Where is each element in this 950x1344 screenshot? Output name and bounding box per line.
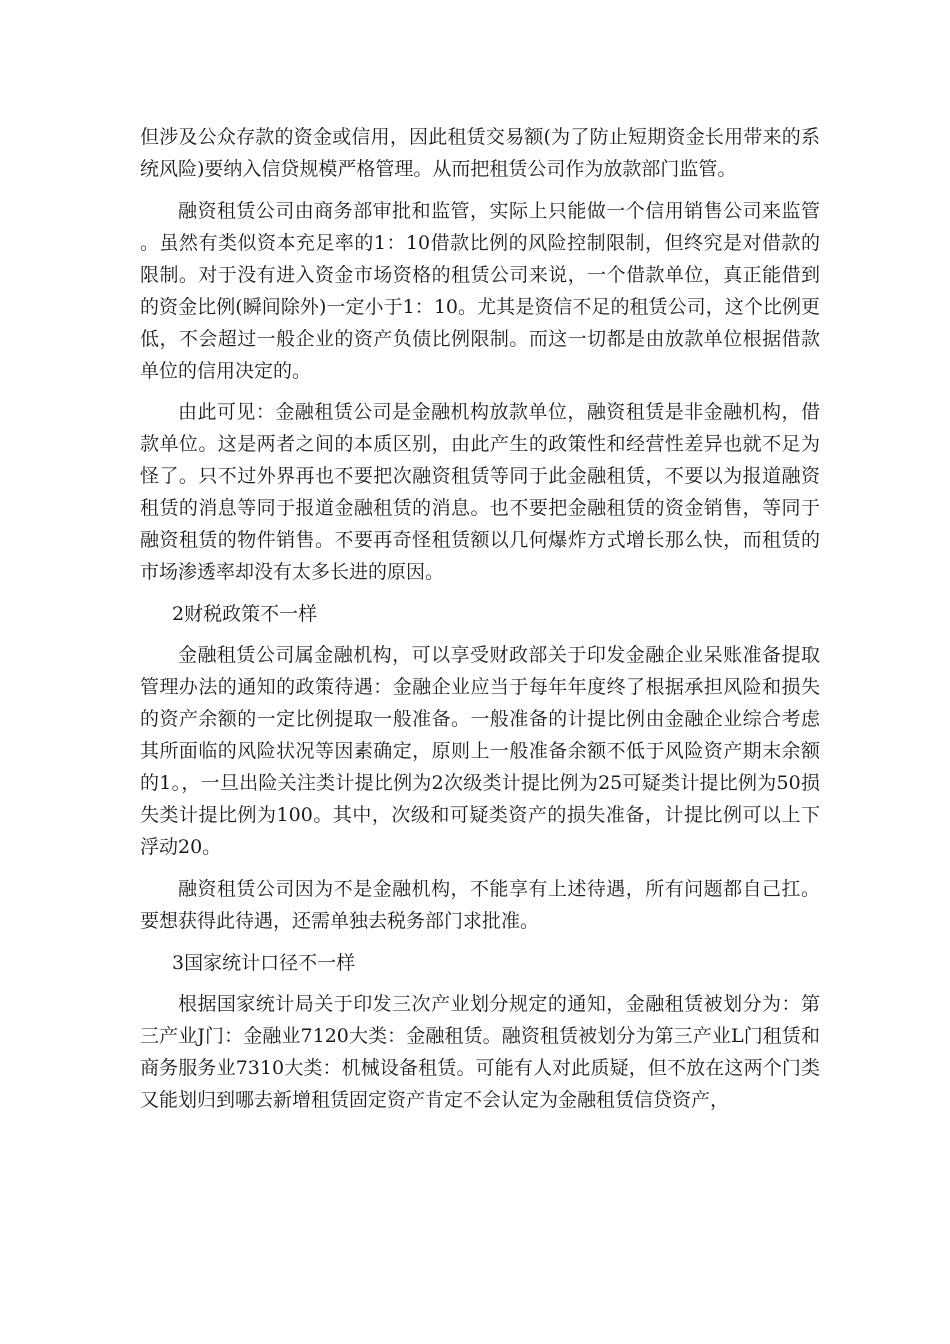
paragraph-continuation: 但涉及公众存款的资金或信用，因此租赁交易额(为了防止短期资金长用带来的系统风险)要纳入信贷规模严格管理。从而把租赁公司作为放款部门监管。 (140, 126, 820, 180)
paragraph-financial-lease-reserve: 金融租赁公司属金融机构，可以享受财政部关于印发金融企业呆账准备提取管理办法的通知的政策待遇：金融企业应当于每年年度终了根据承担风险和损失的资产余额的一定比例提取一般准备。一般准备的计提比例由金融企业综合考虑其所面临的风险状况等因素确定，原则上一般准备余额不低于风险资产期末余额的1。，一旦出险关注类计提比例为2次级类计提比例为25可疑类计提比例为50损失类计提比例为100。其中，次级和可疑类资产的损失准备，计提比例可以上下浮动20。 (140, 644, 820, 859)
document-body (140, 121, 820, 1126)
paragraph-financing-lease-regulation: 融资租赁公司由商务部审批和监管，实际上只能做一个信用销售公司来监管。虽然有类似资本充足率的1：10借款比例的风险控制限制，但终究是对借款的限制。对于没有进入资金市场资格的租赁公司来说，一个借款单位，真正能借到的资金比例(瞬间除外)一定小于1：10。尤其是资信不足的租赁公司，这个比例更低，不会超过一般企业的资产负债比例限制。而这一切都是由放款单位根据借款单位的信用决定的。 (140, 199, 820, 382)
paragraph-essential-difference: 由此可见：金融租赁公司是金融机构放款单位，融资租赁是非金融机构，借款单位。这是两者之间的本质区别，由此产生的政策性和经营性差异也就不足为怪了。只不过外界再也不要把次融资租赁等同于此金融租赁，不要以为报道融资租赁的消息等同于报道金融租赁的消息。也不要把金融租赁的资金销售，等同于融资租赁的物件销售。不要再奇怪租赁额以几何爆炸方式增长那么快，而租赁的市场渗透率却没有太多长进的原因。 (140, 401, 820, 584)
paragraph-industry-classification: 根据国家统计局关于印发三次产业划分规定的通知，金融租赁被划分为：第三产业J门：金融业7120大类：金融租赁。融资租赁被划分为第三产业L门租赁和商务服务业7310大类：机械设备租赁。可能有人对此质疑，但不放在这两个门类又能划归到哪去新增租赁固定资产肯定不会认定为金融租赁信贷资产， (140, 993, 820, 1112)
paragraph-financing-lease-no-benefit: 融资租赁公司因为不是金融机构，不能享有上述待遇，所有问题都自己扛。要想获得此待遇，还需单独去税务部门求批准。 (140, 877, 820, 932)
section-heading-tax-policy: 2财税政策不一样 (172, 602, 318, 625)
section-heading-statistics: 3国家统计口径不一样 (172, 951, 356, 974)
